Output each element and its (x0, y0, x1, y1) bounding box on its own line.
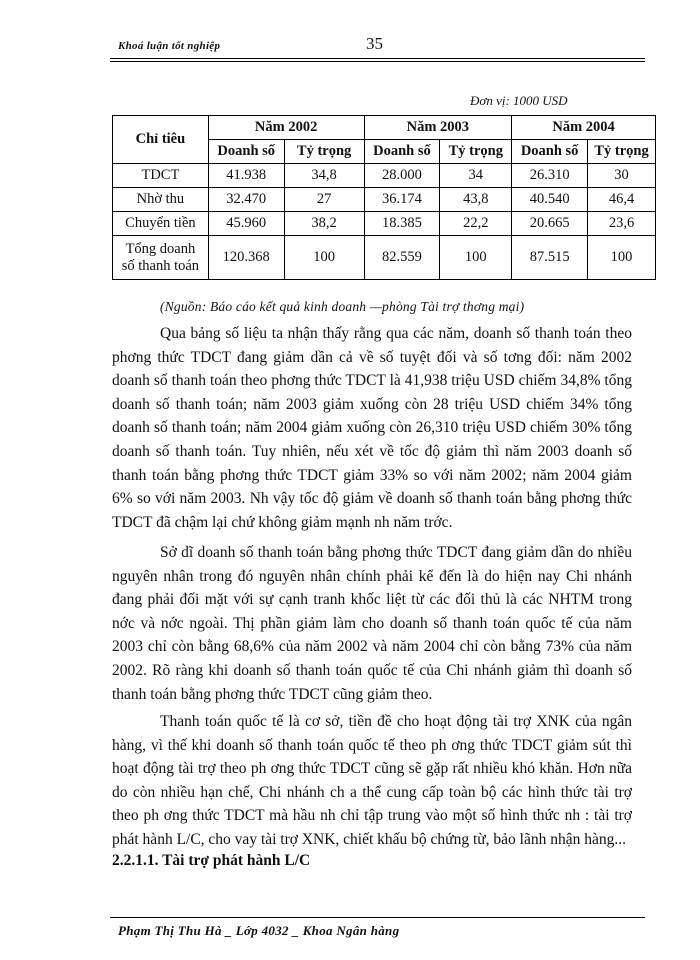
subheader-share: Tỷ trọng (588, 140, 656, 164)
subheader-sales: Doanh số (364, 140, 440, 164)
section-heading: 2.2.1.1. Tài trợ phát hành L/C (112, 852, 311, 869)
footer-rule (110, 917, 645, 918)
table-cell: 45.960 (208, 212, 284, 236)
table-cell: 18.385 (364, 212, 440, 236)
row-label: TDCT (113, 164, 209, 188)
table-cell: 36.174 (364, 188, 440, 212)
table-cell: 46,4 (588, 188, 656, 212)
table-cell: 87.515 (512, 236, 588, 280)
table-row-total (113, 236, 656, 280)
year-header: Năm 2002 (208, 116, 364, 140)
source-note: (Nguồn: Báo cáo kết quả kinh doanh —phòng Tài trợ thơng mại) (160, 299, 525, 314)
table-cell: 22,2 (440, 212, 512, 236)
subheader-sales: Doanh số (512, 140, 588, 164)
table-cell: 28.000 (364, 164, 440, 188)
subheader-share: Tỷ trọng (440, 140, 512, 164)
header-title: Khoá luận tốt nghiệp (118, 40, 221, 52)
table-cell: 82.559 (364, 236, 440, 280)
table-cell: 27 (284, 188, 364, 212)
body-paragraph: Qua bảng số liệu ta nhận thấy rằng qua các năm, doanh số thanh toán theo phơng thức TDCT đang giảm dần cả về số tuyệt đối và số tơng đối: năm 2002 doanh số thanh toán theo phơng thức TDCT là 41,938 triệu USD chiếm 34,8% tổng doanh số thanh toán; năm 2003 giảm xuống còn 28 triệu USD chiếm 34% tổng doanh số thanh toán; năm 2004 giảm xuống còn 26,310 triệu USD chiếm 30% tổng doanh số thanh toán. Tuy nhiên, nếu xét về tốc độ giảm thì năm 2003 doanh số thanh toán bằng phơng thức TDCT giảm 33% so với năm 2002; năm 2004 giảm 6% so với năm 2003. Nh vậy tốc độ giảm về doanh số thanh toán bằng phơng thức TDCT đã chậm lại chứ không giảm mạnh nh năm trớc. (112, 325, 632, 531)
table-cell: 32.470 (208, 188, 284, 212)
table-cell: 120.368 (208, 236, 284, 280)
unit-label: Đơn vị: 1000 USD (470, 93, 568, 108)
subheader-sales: Doanh số (208, 140, 284, 164)
table-cell: 34 (440, 164, 512, 188)
table-cell: 30 (588, 164, 656, 188)
row-label-line: số thanh toán (121, 257, 200, 274)
row-label: Nhờ thu (113, 188, 209, 212)
footer-text: Phạm Thị Thu Hà _ Lớp 4032 _ Khoa Ngân hàng (118, 923, 400, 938)
row-label-line: Tổng doanh (125, 240, 196, 257)
table-row (113, 212, 656, 236)
row-label (113, 236, 209, 280)
table-cell: 20.665 (512, 212, 588, 236)
sales-table (112, 115, 656, 280)
page-number: 35 (366, 34, 383, 53)
body-paragraph: Sở dĩ doanh số thanh toán bằng phơng thức TDCT đang giảm dần do nhiều nguyên nhân trong đó nguyên nhân chính phải kể đến là do hiện nay Chi nhánh đang phải đối mặt với sự cạnh tranh khốc liệt từ các đối thủ là các NHTM trong nớc và nớc ngoài. Thị phần giảm làm cho doanh số thanh toán quốc tế của năm 2003 chỉ còn bằng 68,6% của năm 2002 và năm 2004 chỉ còn bằng 73% của năm 2002. Rõ ràng khi doanh số thanh toán quốc tế của Chi nhánh giảm thì doanh số thanh toán bằng phơng thức TDCT cũng giảm theo. (112, 544, 632, 703)
page-header (110, 34, 645, 58)
table-cell: 34,8 (284, 164, 364, 188)
header-rule (110, 58, 645, 62)
table-cell: 100 (284, 236, 364, 280)
table-cell: 100 (588, 236, 656, 280)
year-header: Năm 2003 (364, 116, 512, 140)
body-paragraph: Thanh toán quốc tế là cơ sở, tiền đề cho hoạt động tài trợ XNK của ngân hàng, vì thế khi doanh số thanh toán quốc tế theo ph ơng thức TDCT giảm sút thì hoạt động tài trợ theo ph ơng thức TDCT cũng sẽ gặp rất nhiều khó khăn. Hơn nữa do còn nhiều hạn chế, Chi nhánh ch a thể cung cấp toàn bộ các hình thức tài trợ theo ph ơng thức TDCT mà hầu nh chỉ tập trung vào một số hình thức nh : tài trợ phát hành L/C, cho vay tài trợ XNK, chiết khấu bộ chứng từ, bảo lãnh nhận hàng... (112, 713, 632, 848)
table-cell: 43,8 (440, 188, 512, 212)
subheader-share: Tỷ trọng (284, 140, 364, 164)
year-header: Năm 2004 (512, 116, 656, 140)
table-row-header: Chỉ tiêu (113, 116, 209, 164)
row-label: Chuyển tiền (113, 212, 209, 236)
table-cell: 40.540 (512, 188, 588, 212)
table-row (113, 188, 656, 212)
table-cell: 23,6 (588, 212, 656, 236)
table-cell: 38,2 (284, 212, 364, 236)
table-cell: 100 (440, 236, 512, 280)
table-cell: 41.938 (208, 164, 284, 188)
table-row (113, 164, 656, 188)
table-cell: 26.310 (512, 164, 588, 188)
